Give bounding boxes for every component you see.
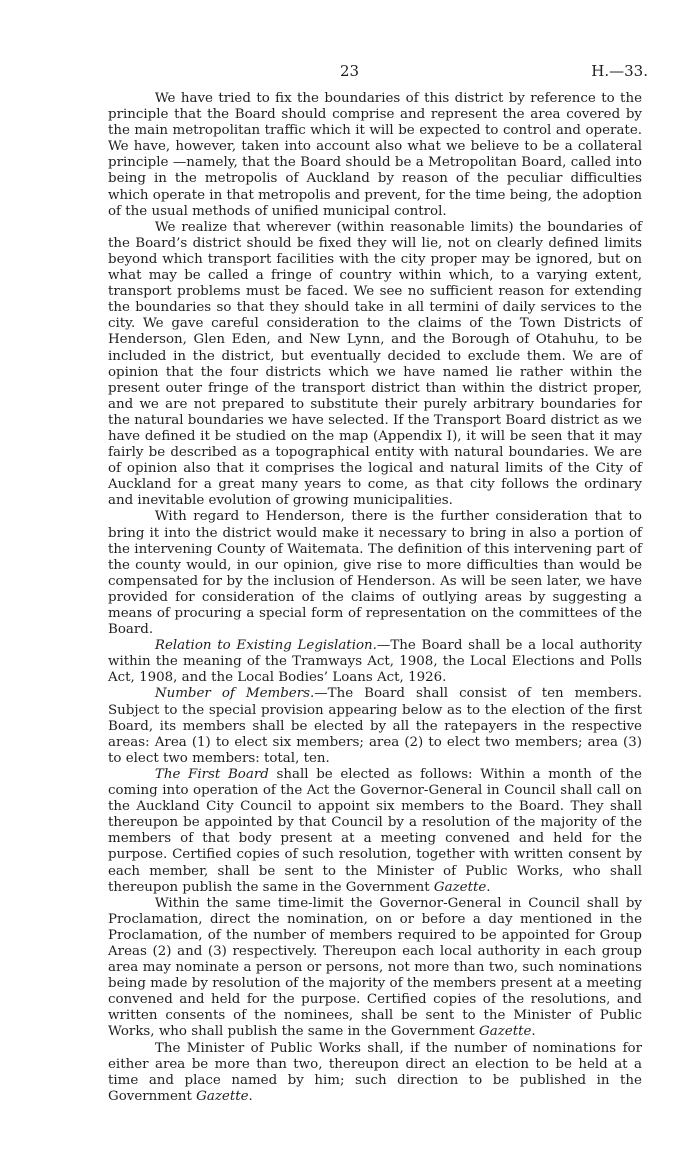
paragraph: [108, 220, 642, 510]
gazette-italic: Gazette: [479, 1024, 532, 1040]
paragraph-text: The Minister of Public Works shall, if the number of nominations for either area be more than two, thereupon direct an election to be held at a time and place named by him; such direction to be published in the Government Gazette.: [108, 1040, 642, 1104]
paragraph-heading: The First Board: [154, 766, 269, 782]
paragraph-text: Within the same time-limit the Governor-General in Council shall by Proclamation, direct the nomination, on or before a day mentioned in the Proclamation, of the number of members required to be appointed for Group Areas (2) and (3) respectively. Thereupon each local authority in each group area may nominate a person or persons, not more than two, such nominations being made by resolution of the majority of the members present at a meeting convened and held for the purpose. Certified copies of the resolutions, and written consents of the nominees, shall be sent to the Minister of Public Works, who shall publish the same in the Government Gazette.: [108, 895, 642, 1040]
page-header: [0, 62, 700, 82]
gazette-italic: Gazette: [433, 879, 487, 895]
paragraph-text: —The Board shall consist of ten members. Subject to the special provision appearing below as to the election of the first Board, its members shall be elected by all the ratepayers in the respective areas: Area (1) to elect six members; area (2) to elect two members; area (3) to elect two members: total, ten.: [108, 686, 643, 766]
gazette-italic: Gazette: [196, 1088, 249, 1104]
paragraph-text: With regard to Henderson, there is the further consideration that to bring it into the district would make it necessary to bring in also a portion of the intervening County of Waitemata. The definition of this intervening part of the county would, in our opinion, give rise to more difficulties than would be compensated for by the inclusion of Henderson. As will be seen later, we have provided for consideration of the claims of outlying areas by suggesting a means of procuring a special form of representation on the committees of the Board.: [108, 509, 642, 638]
paragraph-heading: Number of Members.: [154, 686, 315, 702]
paragraph: [108, 896, 642, 1041]
paragraph-heading: Relation to Existing Legislation.: [154, 638, 377, 654]
paragraph-text: We realize that wherever (within reasonable limits) the boundaries of the Board’s district should be fixed they will lie, not on clearly defined limits beyond which transport facilities with the city proper may be ignored, but on what may be called a fringe of country within which, to a varying extent, transport problems must be faced. We see no sufficient reason for extending the boundaries so that they should take in all termini of daily services to the city. We gave careful consideration to the claims of the Town Districts of Henderson, Glen Eden, and New Lynn, and the Borough of Otahuhu, to be included in the district, but eventually decided to exclude them. We are of opinion that the four districts which we have named lie rather within the present outer fringe of the transport district than within the district proper, and we are not prepared to substitute their purely arbitrary boundaries for the natural boundaries we have selected. If the Transport Board district as we have defined it be studied on the map (Appendix I), it will be seen that it may fairly be described as a topographical entity with natural boundaries. We are of opinion also that it comprises the logical and natural limits of the City of Auckland for a great many years to come, as that city follows the ordinary and inevitable evolution of growing municipalities.: [108, 219, 642, 509]
paragraph-text: shall be elected as follows: Within a month of the coming into operation of the Act the Governor-General in Council shall call on the Auckland City Council to appoint six members to the Board. They shall thereupon be appointed by that Council by a resolution of the majority of the members of that body present at a meeting convened and held for the purpose. Certified copies of such resolution, together with written consent by each member, shall be sent to the Minister of Public Works, who shall thereupon publish the same in the Government Gazette.: [108, 766, 642, 895]
paragraph: [108, 1041, 642, 1105]
report-body: [108, 91, 642, 1105]
paragraph: [108, 767, 642, 896]
paragraph-text: —The Board shall be a local authority within the meaning of the Tramways Act, 1908, the Local Elections and Polls Act, 1908, and the Local Bodies’ Loans Act, 1926.: [108, 638, 642, 686]
paragraph: [108, 509, 642, 638]
paragraph: [108, 91, 642, 220]
paragraph: [108, 686, 642, 766]
page-number: 23: [340, 62, 360, 80]
paragraph-text: We have tried to fix the boundaries of this district by reference to the principle that the Board should comprise and represent the area covered by the main metropolitan traffic which it will be expected to control and operate. We have, however, taken into account also what we believe to be a collateral principle —namely, that the Board should be a Metropolitan Board, called into being in the metropolis of Auckland by reason of the peculiar difficulties which operate in that metropolis and prevent, for the time being, the adoption of the usual methods of unified municipal control.: [108, 91, 642, 219]
paragraph: [108, 638, 642, 686]
document-reference: H.—33.: [591, 62, 648, 80]
